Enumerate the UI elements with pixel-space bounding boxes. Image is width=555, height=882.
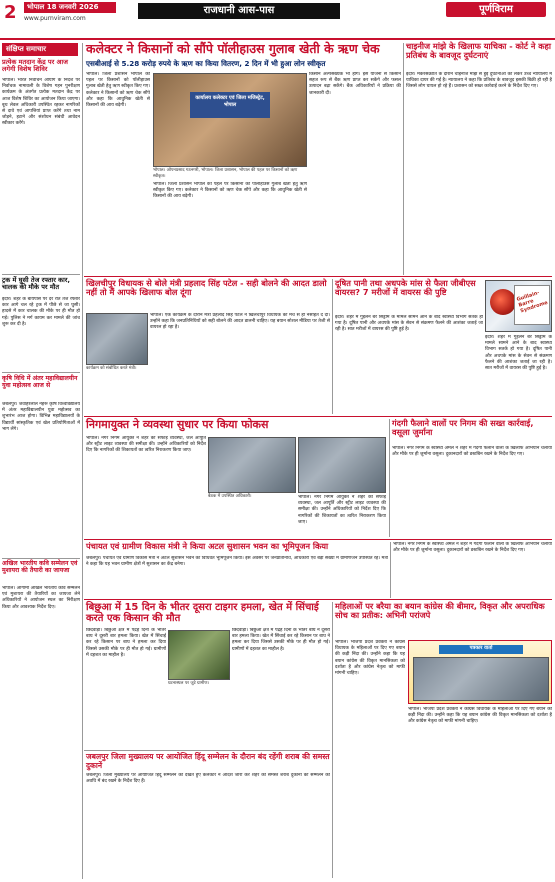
section-rule [84,416,552,417]
divider [2,372,80,373]
section-rule [84,599,552,600]
divider [2,274,80,275]
edition-date: भोपाल 18 जनवरी 2026 [24,2,116,13]
sidebar-kicker: संक्षिप्त समाचार [2,43,78,56]
lead-photo [153,73,307,167]
section-rule [84,539,552,540]
column-divider [390,542,391,598]
section-rule [84,276,552,277]
lead-body-right: किसान अल्पसंख्यक भी होंगे। इस योजना से किसान सहज रूप से बैंक ऋण प्राप्त कर सकेंगे और फसल उत्पादन बढ़ा सकेंगे। बैंक अधिकारियों ने प्रक्रिया की जानकारी दी। [309,72,401,96]
mla-body: भोपाल। एक कार्यक्रम के दौरान मंत्री प्रहलाद सिंह पटेल ने खिलचीपुर विधायक को मंच से ही नसीहत दे दी। उन्होंने कहा कि जनप्रतिनिधियों को सही बोलने की आदत डालनी चाहिए। यह बयान सोशल मीडिया पर तेजी से वायरल हो रहा है। [150,313,330,331]
congress-headline: महिलाओं पर बरैया का बयान कांग्रेस की बीमार, विकृत और अपराधिक सोच का प्रतीक: अभिनी परांजपे [335,601,545,621]
corp-photo [208,437,296,493]
tiger-caption: घटनास्थल पर जुटे ग्रामीण। [168,681,210,686]
mla-photo [86,313,148,365]
mla-headline: खिलचीपुर विधायक से बोले मंत्री प्रहलाद सिंह पटेल - सही बोलने की आदत डालो नहीं तो मैं आपके खिलाफ बोल दूंगा [86,278,327,298]
lead-body-left: भोपाल। जिला प्रशासन भोपाल की पहल पर किसानों को पॉलीहाउस गुलाब खेती हेतु ऋण स्वीकृत किए गए। कलेक्टर ने किसानों को ऋण चेक सौंपे और कहा कि आधुनिक खेती से किसानों की आय बढ़ेगी। [86,72,150,109]
tiger-photo [168,630,230,680]
corp-body: भोपाल। नगर निगम आयुक्त ने शहर की सफाई व्यवस्था, जल आपूर्ति और स्ट्रीट लाइट व्यवस्था की समीक्षा की। उन्होंने अधिकारियों को निर्देश दिए कि नागरिकों की शिकायतों का त्वरित निराकरण किया जाए। [86,436,206,454]
sidebar-story3-headline: कृषि विधि में अंतर महाविद्यालयीन युवा महोत्सव आज से [2,375,78,389]
virus-icon [490,289,516,315]
panchayat-body: जबलपुर। पंचायत एवं ग्रामीण विकास मंत्री ने अटल सुशासन भवन का विधिवत भूमिपूजन किया। इस अवसर पर जनप्रतिनिधि, अधिकारी एवं बड़ी संख्या में ग्रामीणजन उपस्थित रहे। मंत्री ने कहा कि यह भवन ग्रामीण क्षेत्रों में सुशासन का केंद्र बनेगा। [86,556,388,568]
manjha-body: इंदौर। मकरसंक्रांति के दौरान चाइनीज मांझे से हुई दुर्घटनाओं को लेकर उच्च न्यायालय में याचिका दायर की गई है। न्यायालय ने कहा कि प्रतिबंध के बावजूद इसकी बिक्री हो रही है जिससे लोग घायल हो रहे हैं। प्रशासन को सख्त कार्रवाई करने के निर्देश दिए गए। [406,72,552,90]
gbs-photo [485,280,552,332]
column-divider [403,43,404,275]
column-divider [82,43,83,879]
sidebar-story2-body: इंदौर। शहर के बायपास पर देर रात तेज रफ्तार कार आगे चल रहे ट्रक में पीछे से जा घुसी। हादसे में कार चालक की मौके पर ही मौत हो गई। पुलिस ने मर्ग कायम कर मामले की जांच शुरू कर दी है। [2,297,80,327]
page-number: 2 [4,2,17,23]
lead-subhead: एसबीआई से 5.28 करोड़ रुपये के ऋण का किया वितरण, 2 दिन में भी हुआ लोन स्वीकृत [86,59,326,68]
garbage-headline: गंदगी फैलाने वालों पर निगम की सख्त कार्रवाई, वसूला जुर्माना [392,418,534,438]
lead-body-center: भोपाल। जिला प्रशासन भोपाल की पहल पर किसानों को पॉलीहाउस गुलाब खेती हेतु ऋण स्वीकृत किए गए। कलेक्टर ने किसानों को ऋण चेक सौंपे और कहा कि आधुनिक खेती से किसानों की आय बढ़ेगी। [153,182,307,200]
sidebar-story4-headline: अखिल भारतीय कवि सम्मेलन एवं मुशायरा की तैयारी का जायजा [2,560,78,574]
press-conference-image [413,657,549,701]
page-header [0,0,555,40]
meet-body: जबलपुर। जिला मुख्यालय पर आयोजित हिंदू सम्मेलन को देखते हुए कलेक्टर ने आदेश जारी कर शहर की समस्त शराब दुकानों को सम्मेलन की अवधि में बंद रखने के निर्देश दिए हैं। [86,773,330,785]
tiger-headline: बिछुआ में 15 दिन के भीतर दूसरा टाइगर हमला, खेत में सिंचाई करते एक किसान की मौत [86,602,319,625]
gbs-body: इंदौर। शहर में गुइलेन बैरे सिंड्रोम के मामले सामने आने के बाद स्वास्थ्य विभाग सतर्क हो गया है। दूषित पानी और अधपके मांस के सेवन से संक्रमण फैलने की आशंका जताई जा रही है। सात मरीजों में वायरस की पुष्टि हुई है। [335,315,483,333]
corp-caption: बैठक में उपस्थित अधिकारी। [208,494,252,499]
sidebar-story1-headline: प्रत्येक मतदान केंद्र पर आज लगेगी विशेष शिविर [2,58,68,74]
tiger-body-col2: छिंदवाड़ा। बिछुआ क्षेत्र में पंद्रह दिनों के भीतर बाघ ने दूसरी बार हमला किया। खेत में सिंचाई कर रहे किसान पर बाघ ने हमला कर दिया जिससे उसकी मौके पर ही मौत हो गई। ग्रामीणों में दहशत का माहौल है। [232,628,330,652]
section-title: राजधानी आस-पास [138,3,340,19]
corp-body-col3: भोपाल। नगर निगम आयुक्त ने शहर की सफाई व्यवस्था, जल आपूर्ति और स्ट्रीट लाइट व्यवस्था की समीक्षा की। उन्होंने अधिकारियों को निर्देश दिए कि नागरिकों की शिकायतों का त्वरित निराकरण किया जाए। [298,495,386,525]
meet-headline: जबलपुर जिला मुख्यालय पर आयोजित हिंदू सम्मेलन के दौरान बंद रहेंगी शराब की समस्त दुकानें [86,752,330,770]
panchayat-headline: पंचायत एवं ग्रामीण विकास मंत्री ने किया अटल सुशासन भवन का भूमिपूजन किया [86,541,329,551]
column-divider [332,279,333,414]
garbage-body: भोपाल। नगर निगम के स्वास्थ्य अमले ने शहर में गंदगी फैलाने वालों के खिलाफ अभियान चलाया और मौके पर ही जुर्माना वसूला। दुकानदारों को डस्टबिन रखने के निर्देश दिए गए। [392,446,552,458]
tiger-body: छिंदवाड़ा। बिछुआ क्षेत्र में पंद्रह दिनों के भीतर बाघ ने दूसरी बार हमला किया। खेत में सिंचाई कर रहे किसान पर बाघ ने हमला कर दिया जिससे उसकी मौके पर ही मौत हो गई। ग्रामीणों में दहशत का माहौल है। [86,628,166,658]
column-divider [332,602,333,878]
brand-logo: पूर्णविराम [446,2,546,17]
garbage-body-cont: भोपाल। नगर निगम के स्वास्थ्य अमले ने शहर में गंदगी फैलाने वालों के खिलाफ अभियान चलाया और मौके पर ही जुर्माना वसूला। दुकानदारों को डस्टबिन रखने के निर्देश दिए गए। [393,542,552,554]
sidebar-story2-headline: ट्रक में घुसी तेज रफ्तार कार, चालक की मौके पर मौत [2,276,70,292]
sidebar-story4-body: भोपाल। आगामी अखिल भारतीय कवि सम्मेलन एवं मुशायरा की तैयारियों का जायजा लेने अधिकारियों ने आयोजन स्थल का निरीक्षण किया और आवश्यक निर्देश दिए। [2,586,80,610]
lead-photo-banner: कार्यालय कलेक्टर एवं जिला मजिस्ट्रेट, भोपाल [190,92,270,118]
congress-body: भोपाल। भाजपा प्रदेश प्रवक्ता ने कांग्रेस विधायक के महिलाओं पर दिए गए बयान की कड़ी निंदा की। उन्होंने कहा कि यह बयान कांग्रेस की विकृत मानसिकता को दर्शाता है और कांग्रेस नेतृत्व को माफी मांगनी चाहिए। [335,640,405,677]
congress-body-col2: भोपाल। भाजपा प्रदेश प्रवक्ता ने कांग्रेस विधायक के महिलाओं पर दिए गए बयान की कड़ी निंदा की। उन्होंने कहा कि यह बयान कांग्रेस की विकृत मानसिकता को दर्शाता है और कांग्रेस नेतृत्व को माफी मांगनी चाहिए। [408,707,552,725]
manjha-headline: चाइनीज मांझे के खिलाफ याचिका - कोर्ट ने कहा प्रतिबंध के बावजूद दुर्घटनाएं [406,41,552,61]
gbs-body-col2: इंदौर। शहर में गुइलेन बैरे सिंड्रोम के मामले सामने आने के बाद स्वास्थ्य विभाग सतर्क हो गया है। दूषित पानी और अधपके मांस के सेवन से संक्रमण फैलने की आशंका जताई जा रही है। सात मरीजों में वायरस की पुष्टि हुई है। [485,335,552,372]
gbs-headline: दूषित पानी तथा अधपके मांस से फैला जीबीएस वायरस? 7 मरीजों में वायरस की पुष्टि [335,278,476,298]
lead-caption: भोपाल। ओपनप्रसाद गठनगरी, भोपाल। जिला प्रशासन, भोपाल की पहल पर किसानों को ऋण स्वीकृत। [153,168,298,179]
divider [84,750,330,751]
tube-label: Guillain-Barre Syndrome [515,289,549,315]
corp-photo-2 [298,437,386,493]
mla-caption: कार्यक्रम को संबोधित करते मंत्री। [86,366,137,371]
press-conference-photo [408,640,552,704]
sidebar-story1-body: भोपाल। भारत निर्वाचन आयोग के निर्देश पर निर्वाचक नामावली के विशेष गहन पुनरीक्षण कार्यक्रम के अंतर्गत प्रत्येक मतदान केंद्र पर आज विशेष शिविर का आयोजन किया जाएगा। बूथ लेवल अधिकारी उपस्थित रहकर नागरिकों से दावे एवं आपत्तियां प्राप्त करेंगे तथा नाम जोड़ने, हटाने और संशोधन संबंधी आवेदन स्वीकार करेंगे। [2,78,80,127]
press-conference-banner: पत्रकार वार्ता [439,645,523,654]
column-divider [389,419,390,537]
lead-headline: कलेक्टर ने किसानों को सौंपे पॉलीहाउस गुलाब खेती के ऋण चेक [86,41,380,56]
corp-headline: निगमायुक्त ने व्यवस्था सुधार पर किया फोकस [86,418,269,431]
divider [2,558,80,559]
test-tube-icon [514,285,550,325]
sidebar-story3-body: जबलपुर। जवाहरलाल नेहरू कृषि विश्वविद्यालय में अंतर महाविद्यालयीन युवा महोत्सव का शुभारंभ आज होगा। विभिन्न महाविद्यालयों के विद्यार्थी सांस्कृतिक एवं खेल प्रतियोगिताओं में भाग लेंगे। [2,402,80,432]
website-link[interactable]: www.purnviram.com [24,15,86,22]
